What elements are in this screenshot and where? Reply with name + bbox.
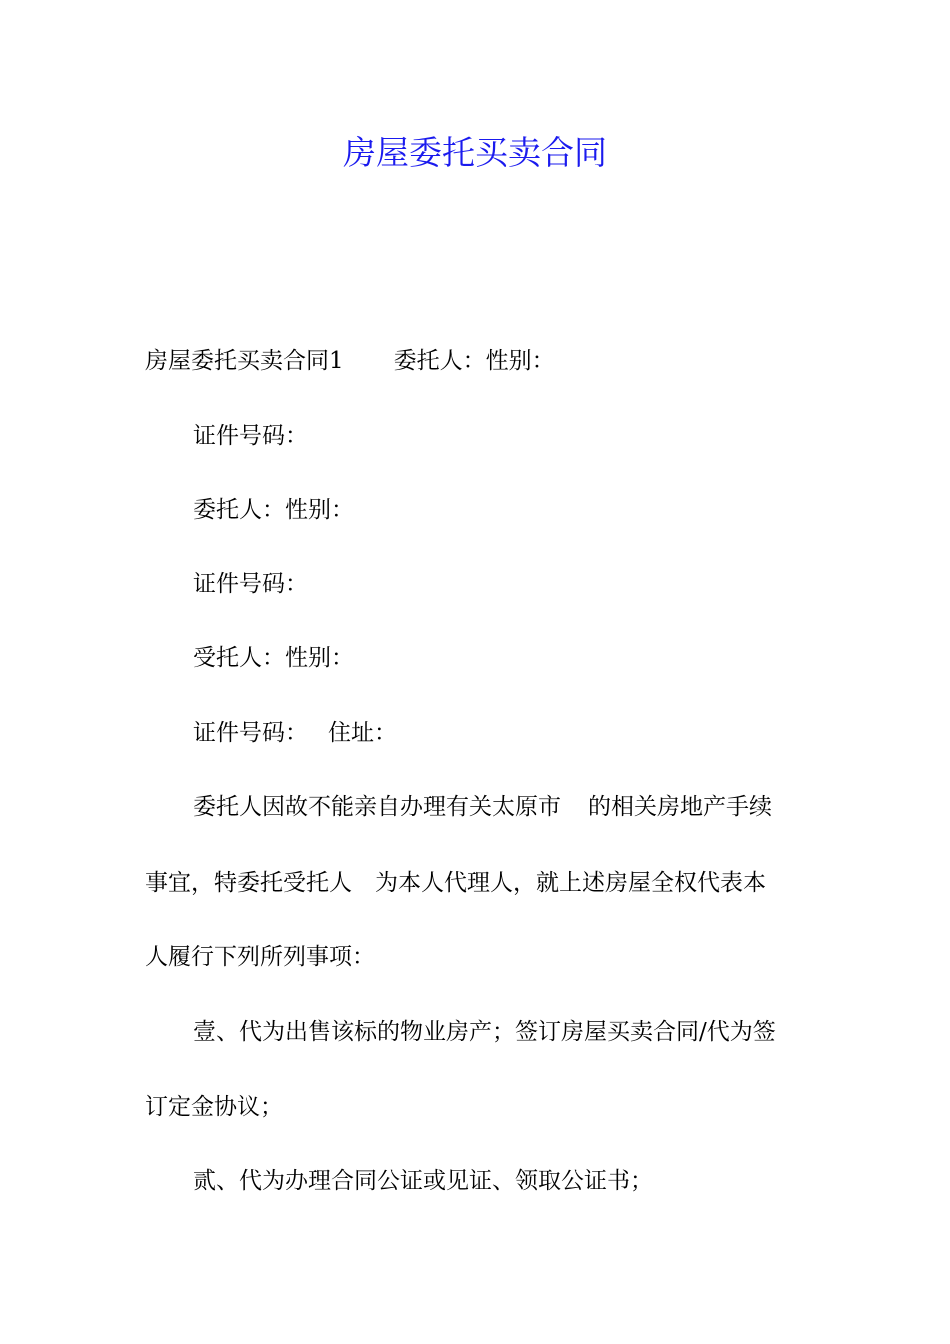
principal-gender-label: 委托人：性别： [393,348,555,374]
paragraph-text: 委托人因故不能亲自办理有关太原市 [193,794,561,820]
item-one-line: 壹、代为出售该标的物业房产；签订房屋买卖合同/代为签 [193,1019,776,1045]
agent-gender-label: 受托人：性别： [193,645,354,671]
agent-address-label: 住址： [328,720,397,746]
contract-number-label: 房屋委托买卖合同1 [145,348,344,374]
agent-id-number-label: 证件号码： [193,720,308,746]
paragraph-line: 人履行下列所列事项： [145,944,375,970]
id-number-label-1: 证件号码： [193,423,308,449]
paragraph-text: 为本人代理人，就上述房屋全权代表本 [375,870,766,896]
document-title: 房屋委托买卖合同 [343,133,607,172]
paragraph-text: 事宜，特委托受托人 [145,870,352,896]
item-one-continuation: 订定金协议； [145,1094,283,1120]
paragraph-line [145,867,810,899]
paragraph-text: 的相关房地产手续 [588,794,772,820]
id-number-label-2: 证件号码： [193,571,308,597]
item-two-line: 贰、代为办理合同公证或见证、领取公证书； [193,1168,653,1194]
principal-gender-label-2: 委托人：性别： [193,497,354,523]
agent-id-address-line [193,717,858,749]
contract-header-line [145,345,810,377]
paragraph-line [193,791,858,823]
